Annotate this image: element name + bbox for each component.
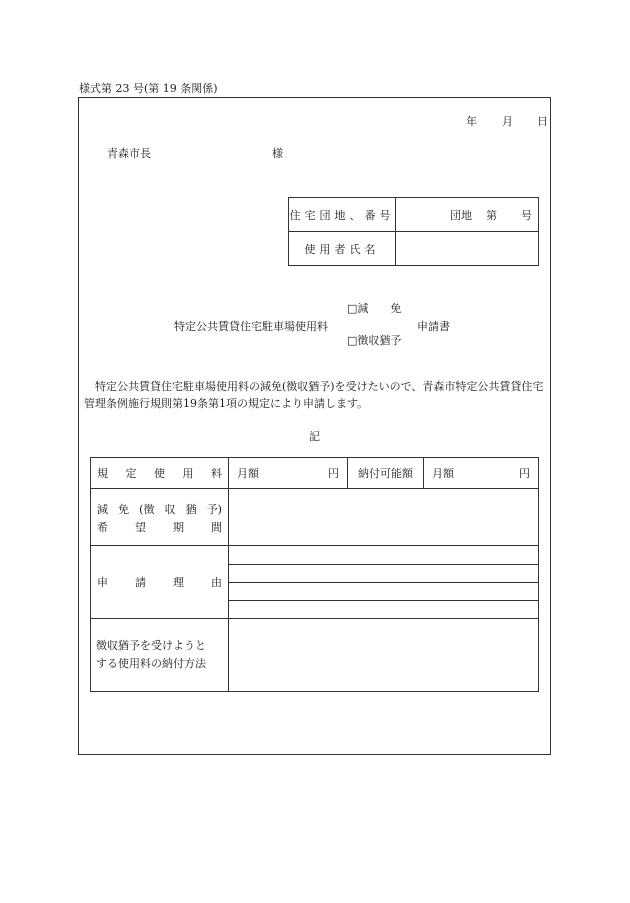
date-year-label: 年 — [466, 115, 477, 128]
monthly-label: 月額 — [237, 467, 259, 480]
period-char: 予) — [206, 503, 222, 516]
fee-amount-field[interactable] — [229, 458, 348, 489]
title-prefix: 特定公共賃貸住宅駐車場使用料 — [174, 320, 328, 333]
reason-field[interactable] — [229, 546, 539, 619]
application-details-table — [90, 457, 539, 692]
period-char: 猶 — [185, 503, 197, 516]
housing-number-field[interactable] — [396, 198, 539, 232]
period-field[interactable] — [229, 489, 539, 546]
reason-label — [91, 546, 229, 619]
period-char: 間 — [211, 521, 222, 534]
yen-label: 円 — [519, 467, 530, 480]
table-row — [91, 619, 539, 692]
user-name-label: 使用者氏名 — [289, 232, 396, 266]
honorific: 様 — [272, 147, 283, 160]
fee-label — [91, 458, 229, 489]
payment-method-label — [91, 619, 229, 692]
table-row — [91, 458, 539, 489]
reason-line — [229, 600, 538, 601]
period-char: 減 — [97, 503, 108, 516]
table-row — [91, 489, 539, 546]
reason-line — [229, 582, 538, 583]
reason-char: 理 — [173, 576, 184, 589]
reason-char: 由 — [211, 576, 222, 589]
reason-char: 申 — [97, 576, 108, 589]
application-statement: 特定公共賃貸住宅駐車場使用料の減免(徴収猶予)を受けたいので、青森市特定公共賃貸住宅管理条例施行規則第19条第1項の規定により申請します。 — [84, 380, 544, 410]
period-char: 免 — [118, 503, 130, 516]
date-month-label: 月 — [502, 115, 513, 128]
reason-line — [229, 564, 538, 565]
period-label — [91, 489, 229, 546]
title-suffix: 申請書 — [417, 320, 450, 333]
yen-label: 円 — [328, 467, 339, 480]
payable-label: 納付可能額 — [348, 458, 424, 489]
fee-char: 規 — [97, 467, 108, 480]
table-row — [289, 198, 539, 232]
go-label: 号 — [521, 208, 532, 222]
ki-heading: 記 — [309, 430, 320, 443]
period-char: (徴 — [139, 503, 155, 516]
fee-char: 用 — [182, 467, 194, 480]
fee-char: 使 — [154, 467, 165, 480]
option-genmen[interactable]: □減 免 — [347, 302, 402, 315]
payment-method-line: 徴収猶予を受けようと — [96, 639, 206, 652]
fee-char: 定 — [125, 467, 137, 480]
dai-label: 第 — [486, 208, 497, 222]
monthly-label: 月額 — [432, 467, 454, 480]
housing-number-label: 住宅団地、番号 — [289, 198, 396, 232]
addressee: 青森市長 — [107, 147, 151, 160]
fee-char: 料 — [211, 467, 222, 480]
payable-amount-field[interactable] — [424, 458, 539, 489]
payment-method-field[interactable] — [229, 619, 539, 692]
table-row — [289, 232, 539, 266]
option-yuuyo[interactable]: □徴収猶予 — [347, 334, 402, 347]
payment-method-line: する使用料の納付方法 — [96, 657, 206, 670]
period-char: 望 — [135, 521, 146, 534]
danchi-label: 団地 — [450, 208, 472, 222]
period-char: 希 — [97, 521, 108, 534]
user-name-field[interactable] — [396, 232, 539, 266]
table-row — [91, 546, 539, 619]
reason-char: 請 — [135, 576, 146, 589]
date-day-label: 日 — [537, 115, 548, 128]
applicant-table — [288, 197, 539, 266]
period-char: 期 — [173, 521, 184, 534]
form-number-label: 様式第 23 号(第 19 条関係) — [79, 82, 218, 95]
period-char: 収 — [164, 503, 176, 516]
